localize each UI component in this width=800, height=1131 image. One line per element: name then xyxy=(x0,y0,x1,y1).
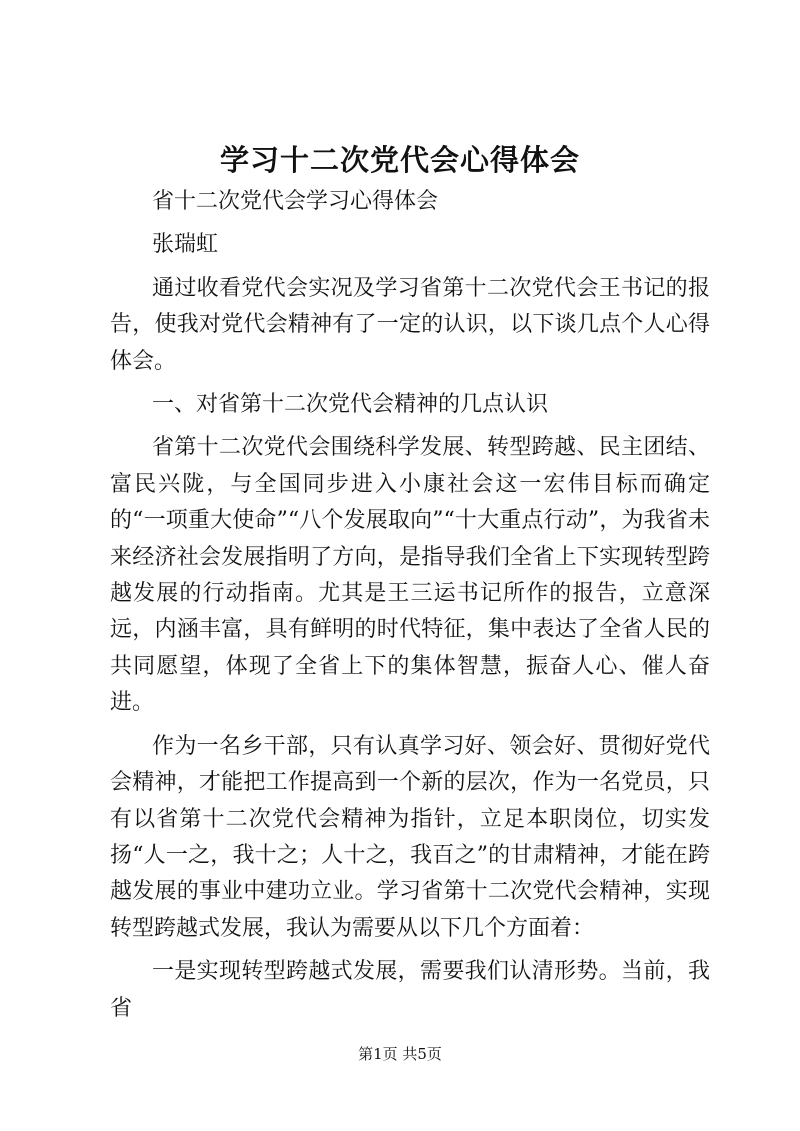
paragraph-section-heading: 一、对省第十二次党代会精神的几点认识 xyxy=(152,392,549,418)
paragraph-body: 一是实现转型跨越式发展，需要我们认清形势。当前，我省 xyxy=(110,959,710,1021)
document-body xyxy=(110,184,710,1027)
paragraph-body: 省第十二次党代会围绕科学发展、转型跨越、民主团结、富民兴陇，与全国同步进入小康社会这一宏伟目标而确定的“一项重大使命”“八个发展取向”“十大重点行动”，为我省未来经济社会发展指明了方向，是指导我们全省上下实现转型跨越发展的行动指南。尤其是王三运书记所作的报告，立意深远，内涵丰富，具有鲜明的时代特征，集中表达了全省人民的共同愿望，体现了全省上下的集体智慧，振奋人心、催人奋进。 xyxy=(110,435,710,716)
document-title: 学习十二次党代会心得体会 xyxy=(219,143,580,177)
paragraph-intro: 通过收看党代会实况及学习省第十二次党代会王书记的报告，使我对党代会精神有了一定的认识，以下谈几点个人心得体会。 xyxy=(110,275,710,374)
page-number: 第1页 共5页 xyxy=(358,1045,442,1063)
paragraph-author: 张瑞虹 xyxy=(152,232,219,258)
paragraph-body: 作为一名乡干部，只有认真学习好、领会好、贯彻好党代会精神，才能把工作提高到一个新的层次，作为一名党员，只有以省第十二次党代会精神为指针，立足本职岗位，切实发扬“人一之，我十之；人十之，我百之”的甘肃精神，才能在跨越发展的事业中建功立业。学习省第十二次党代会精神，实现转型跨越式发展，我认为需要从以下几个方面着： xyxy=(110,733,710,941)
paragraph-subtitle: 省十二次党代会学习心得体会 xyxy=(152,189,439,214)
